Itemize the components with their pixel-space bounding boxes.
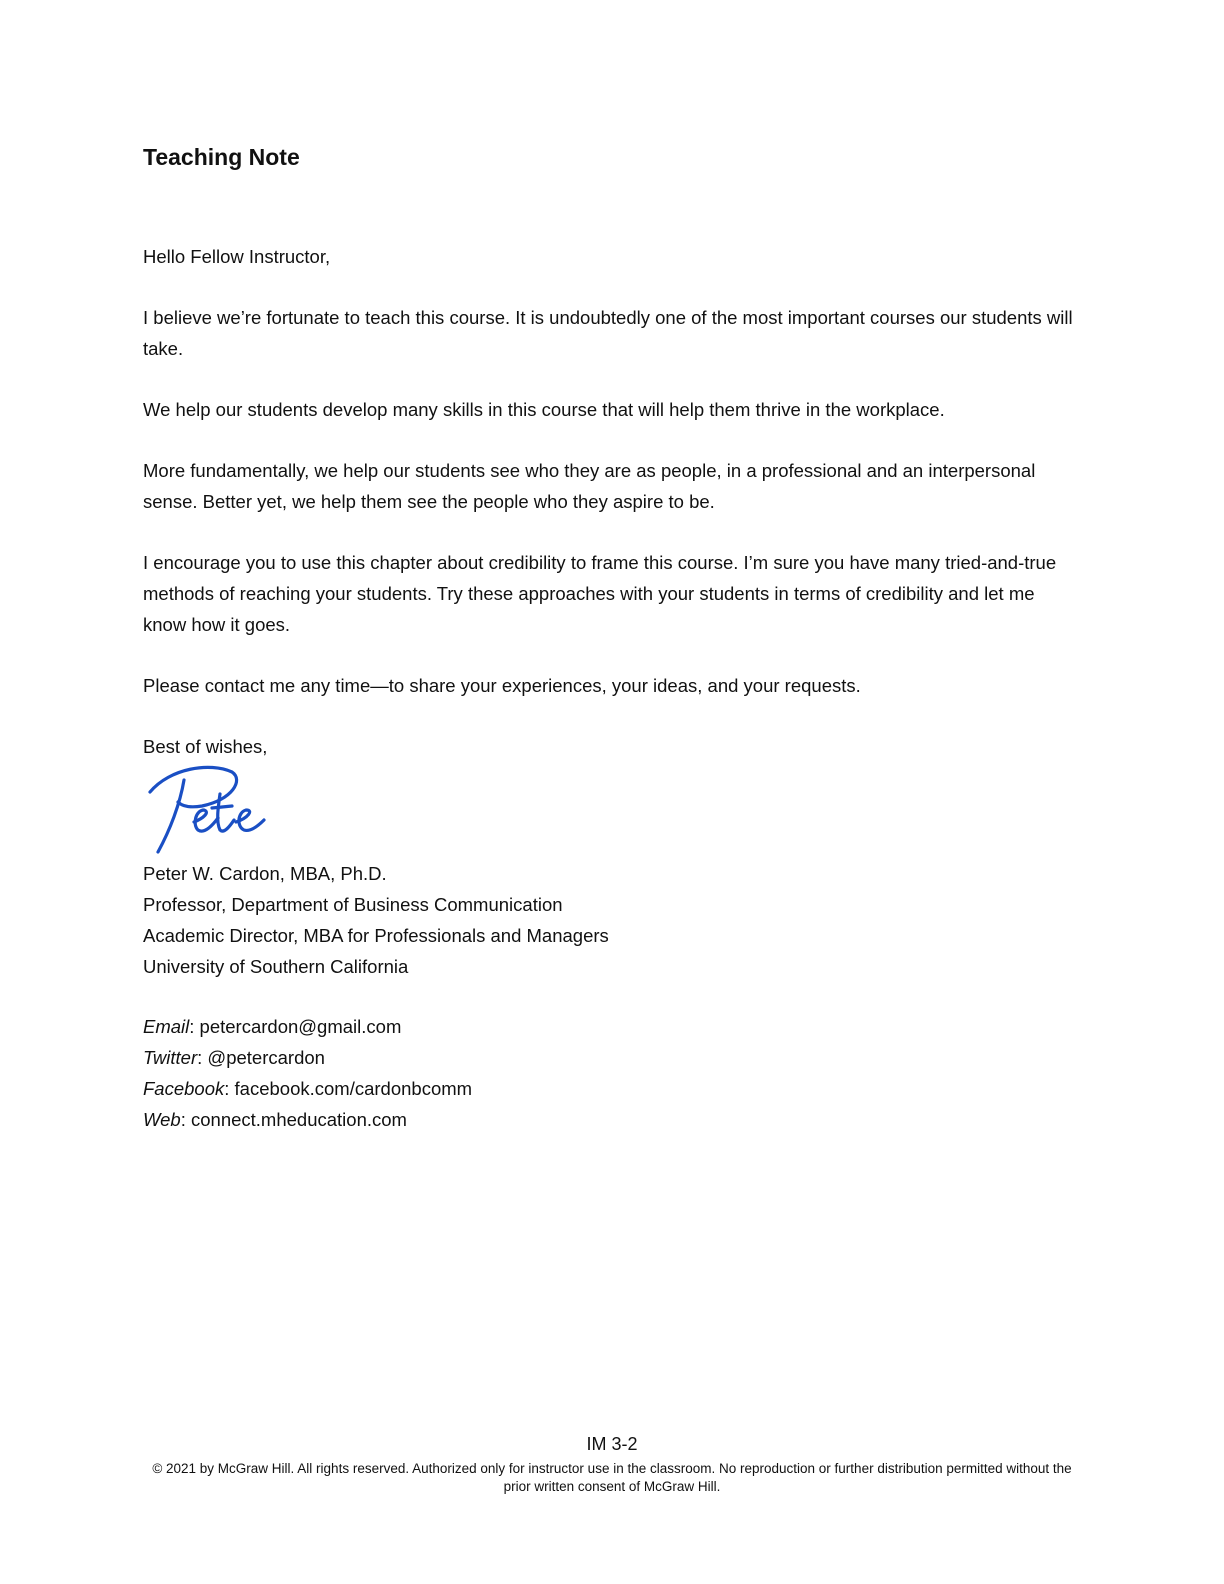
greeting: Hello Fellow Instructor, bbox=[143, 246, 331, 267]
paragraph-4: I encourage you to use this chapter about credibility to frame this course. I’m sure you have many tried-and-true methods of reaching your students. Try these approaches with your students in terms of credibility and let me know how it goes. bbox=[143, 552, 1057, 635]
signer-name: Peter W. Cardon, MBA, Ph.D. bbox=[143, 863, 387, 884]
contact-value: : petercardon@gmail.com bbox=[189, 1016, 402, 1037]
page-number: IM 3-2 bbox=[586, 1434, 638, 1454]
page-title: Teaching Note bbox=[143, 144, 300, 170]
contact-email bbox=[143, 1011, 1073, 1042]
handwritten-signature bbox=[140, 760, 270, 860]
contact-label: Twitter bbox=[143, 1047, 198, 1068]
contact-value: : facebook.com/cardonbcomm bbox=[224, 1078, 473, 1099]
signature-block bbox=[143, 858, 1073, 982]
signer-title-director: Academic Director, MBA for Professionals and Managers bbox=[143, 925, 609, 946]
contact-web bbox=[143, 1104, 1073, 1135]
paragraph-1: I believe we’re fortunate to teach this course. It is undoubtedly one of the most important courses our students will take. bbox=[143, 307, 1073, 359]
contact-facebook bbox=[143, 1073, 1073, 1104]
signer-title-professor: Professor, Department of Business Communication bbox=[143, 894, 563, 915]
paragraph-5: Please contact me any time—to share your experiences, your ideas, and your requests. bbox=[143, 675, 861, 696]
contact-value: : @petercardon bbox=[197, 1047, 325, 1068]
paragraph-3: More fundamentally, we help our students see who they are as people, in a professional and an interpersonal sense. Better yet, we help them see the people who they aspire to be. bbox=[143, 460, 1036, 512]
paragraph-2: We help our students develop many skills in this course that will help them thrive in the workplace. bbox=[143, 399, 945, 420]
contact-block bbox=[143, 1011, 1073, 1135]
contact-value: : connect.mheducation.com bbox=[180, 1109, 407, 1130]
contact-twitter bbox=[143, 1042, 1073, 1073]
copyright-notice: © 2021 by McGraw Hill. All rights reserved. Authorized only for instructor use in the classroom. No reproduction or further distribution permitted without the prior written consent of McGraw Hill. bbox=[152, 1461, 1072, 1494]
contact-label: Facebook bbox=[143, 1078, 225, 1099]
contact-label: Web bbox=[143, 1109, 181, 1130]
closing: Best of wishes, bbox=[143, 736, 268, 757]
contact-label: Email bbox=[143, 1016, 190, 1037]
signer-organization: University of Southern California bbox=[143, 956, 409, 977]
